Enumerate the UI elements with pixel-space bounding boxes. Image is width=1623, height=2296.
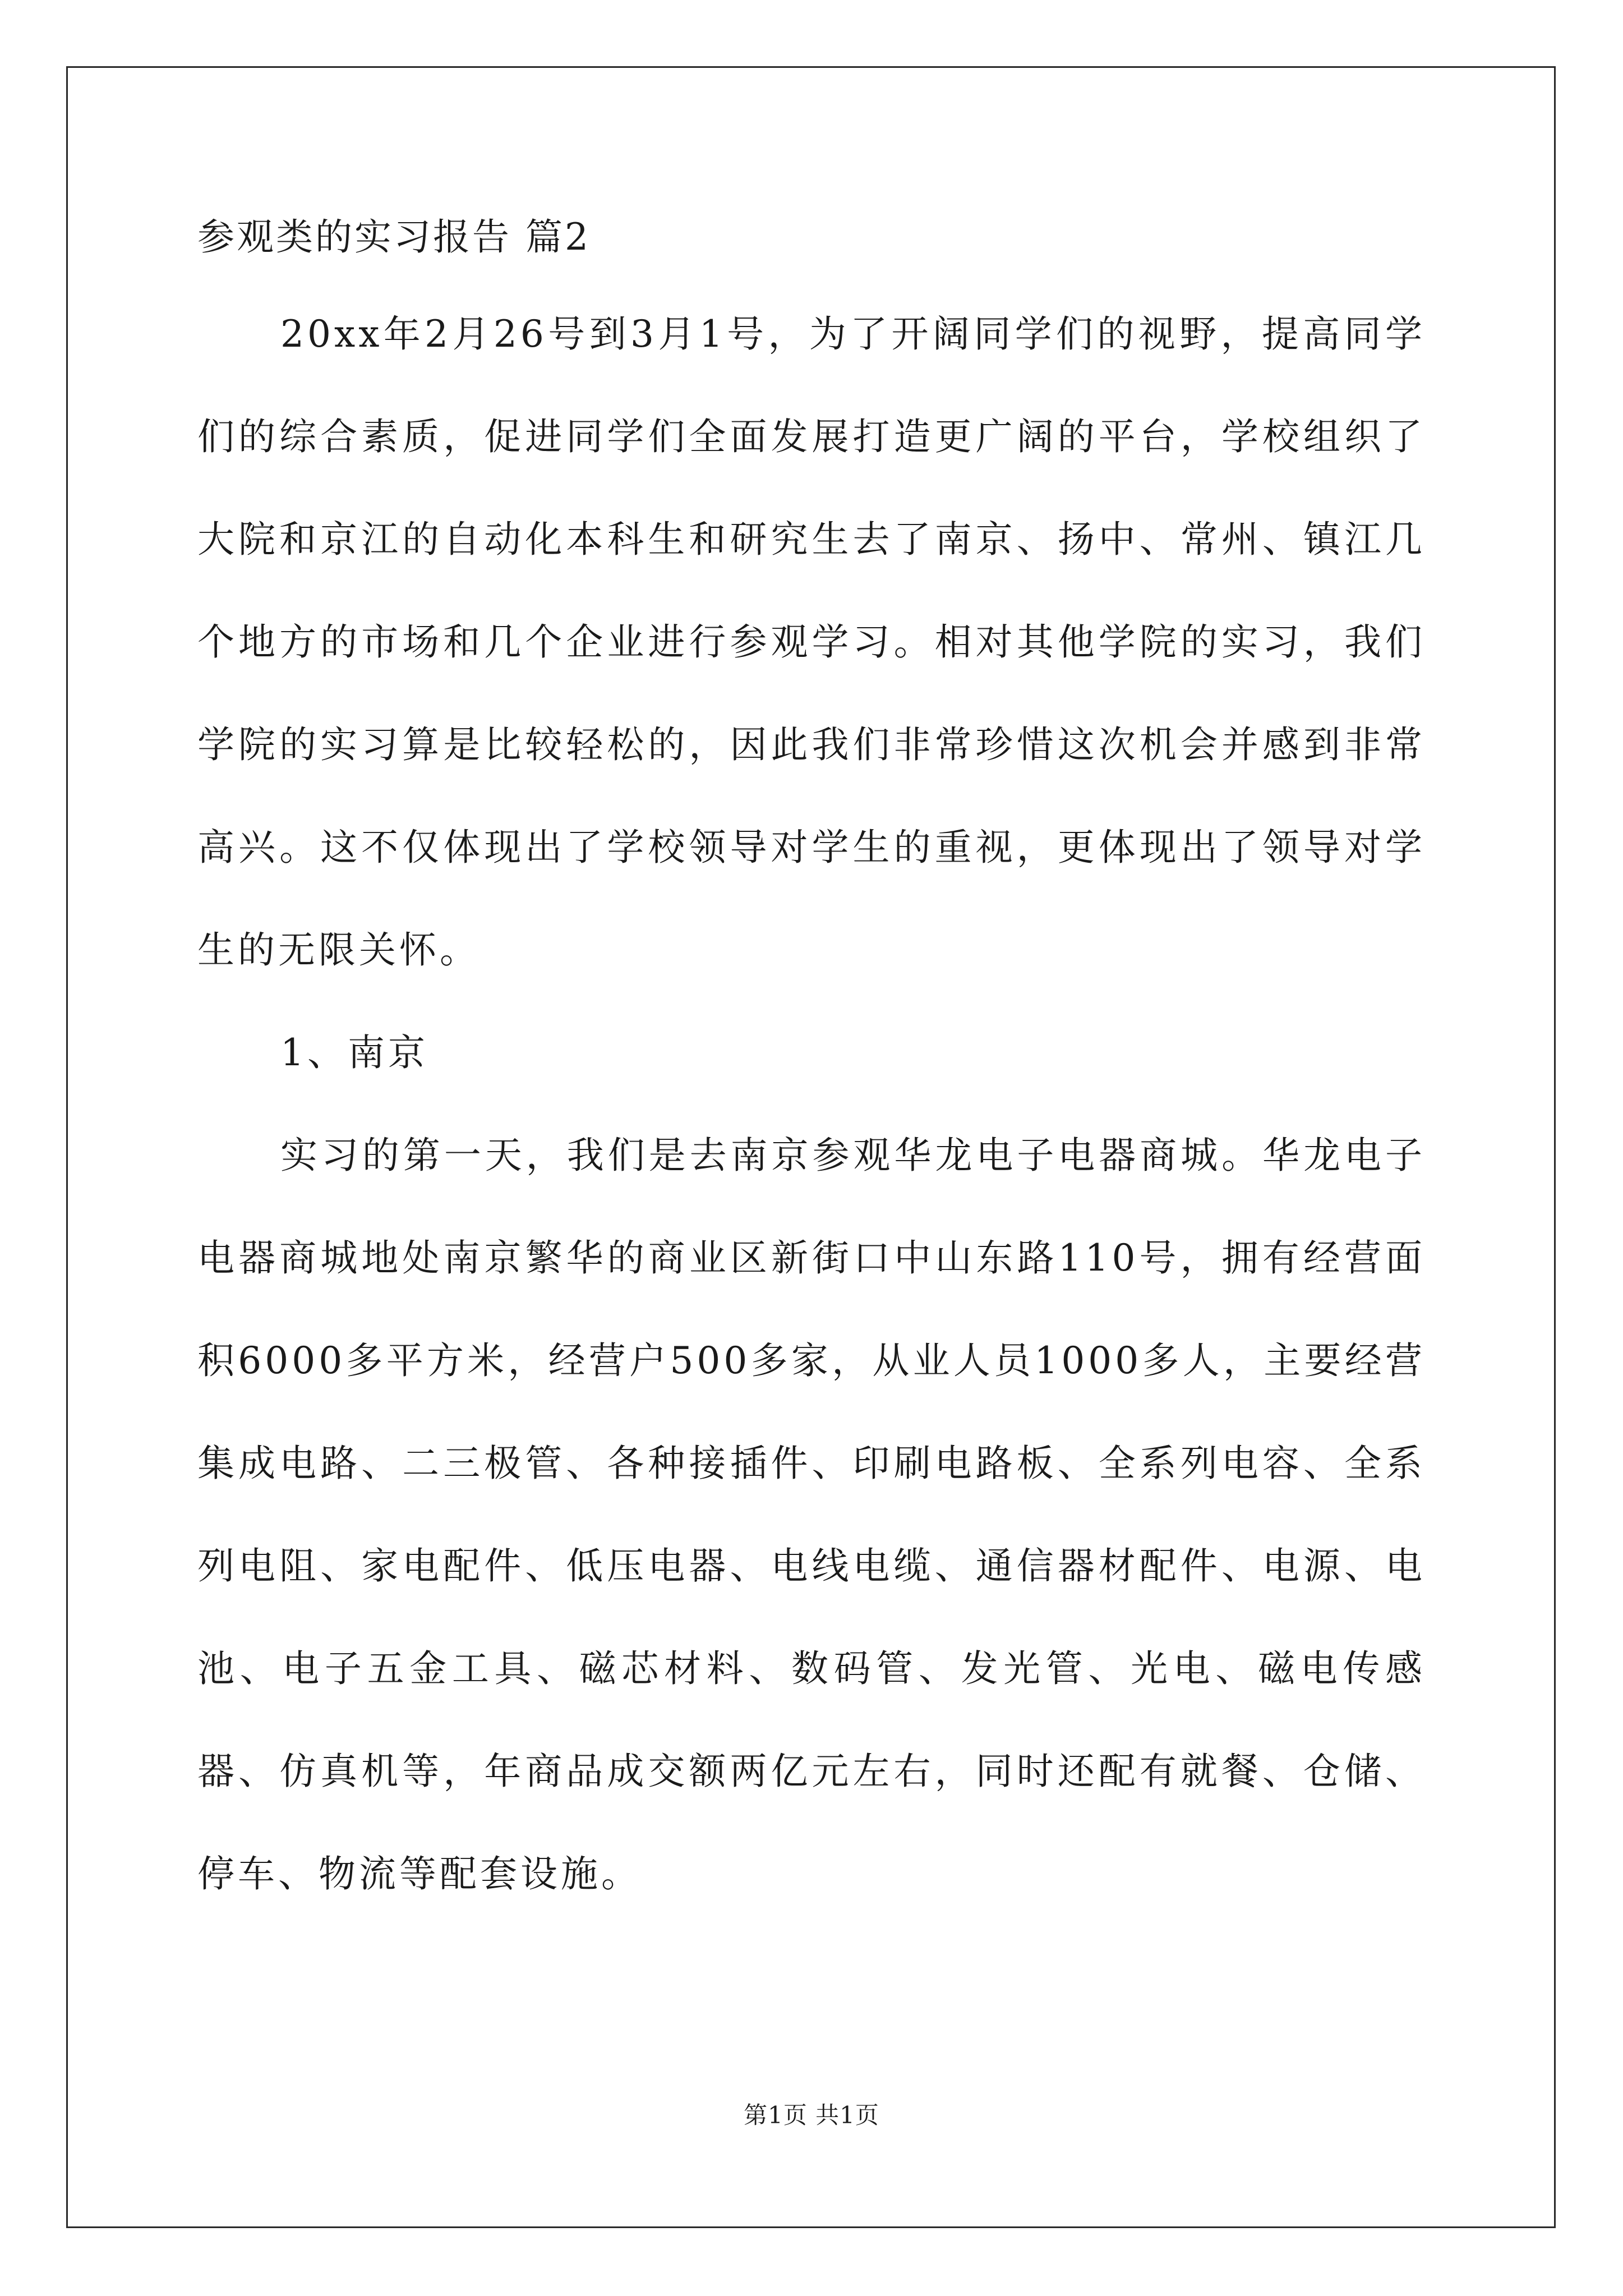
paragraph-intro: 20xx年2月26号到3月1号，为了开阔同学们的视野，提高同学们的综合素质，促进同学们全面发展打造更广阔的平台，学校组织了大院和京江的自动化本科生和研究生去了南京、扬中、常州、镇江几个地方的市场和几个企业进行参观学习。相对其他学院的实习，我们学院的实习算是比较轻松的，因此我们非常珍惜这次机会并感到非常高兴。这不仅体现出了学校领导对学生的重视，更体现出了领导对学生的无限关怀。 [197,312,1426,972]
paragraph-nanjing: 实习的第一天，我们是去南京参观华龙电子电器商城。华龙电子电器商城地处南京繁华的商业区新街口中山东路110号，拥有经营面积6000多平方米，经营户500多家，从业人员1000多人，主要经营集成电路、二三极管、各种接插件、印刷电路板、全系列电容、全系列电阻、家电配件、低压电器、电线电缆、通信器材配件、电源、电池、电子五金工具、磁芯材料、数码管、发光管、光电、磁电传感器、仿真机等，年商品成交额两亿元左右，同时还配有就餐、仓储、停车、物流等配套设施。 [197,1134,1426,1895]
section-heading-nanjing: 1、南京 [280,1031,428,1074]
document-body [197,215,1426,1925]
document-heading: 参观类的实习报告 篇2 [197,215,591,259]
page-footer: 第1页 共1页 [744,2101,879,2129]
